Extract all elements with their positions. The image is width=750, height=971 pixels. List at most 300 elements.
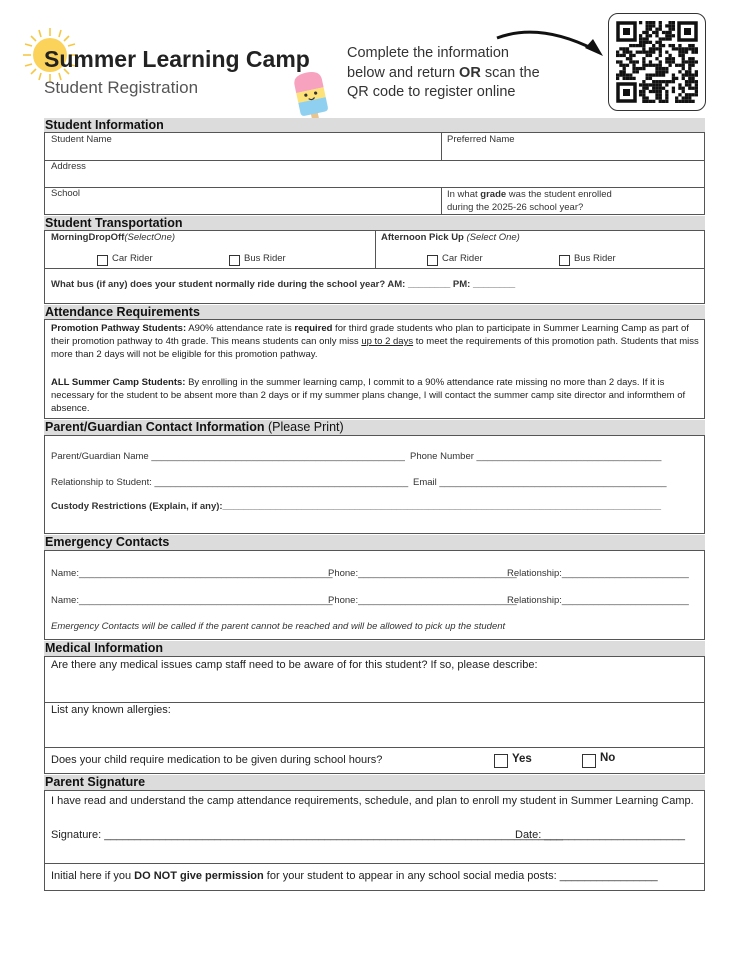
afternoon-car-rider-checkbox[interactable] xyxy=(427,255,438,266)
qr-module xyxy=(629,44,632,47)
qr-module xyxy=(652,83,655,86)
qr-module xyxy=(642,60,645,63)
qr-module xyxy=(646,24,649,27)
qr-module xyxy=(665,31,668,34)
header-note-line3: QR code to register online xyxy=(347,84,516,100)
qr-module xyxy=(682,60,685,63)
qr-module xyxy=(642,83,645,86)
qr-module xyxy=(682,100,685,103)
qr-module xyxy=(659,67,662,70)
qr-module xyxy=(688,70,691,73)
qr-module xyxy=(688,44,691,47)
qr-module xyxy=(655,80,658,83)
qr-module xyxy=(691,51,694,54)
page-subtitle: Student Registration xyxy=(44,78,199,97)
qr-module xyxy=(682,51,685,54)
qr-module xyxy=(672,60,675,63)
qr-module xyxy=(668,31,671,34)
medication-question: Does your child require medication to be given during school hours? xyxy=(51,754,383,766)
qr-module xyxy=(623,54,626,57)
qr-module xyxy=(639,93,642,96)
qr-module xyxy=(659,87,662,90)
qr-module xyxy=(632,44,635,47)
qr-module xyxy=(636,70,639,73)
qr-module xyxy=(662,70,665,73)
qr-module xyxy=(682,96,685,99)
medication-no-label: No xyxy=(600,752,616,764)
qr-module xyxy=(685,93,688,96)
qr-module xyxy=(682,77,685,80)
qr-module xyxy=(642,57,645,60)
qr-module xyxy=(646,37,649,40)
qr-module xyxy=(682,67,685,70)
qr-module xyxy=(639,21,642,24)
qr-module xyxy=(659,100,662,103)
qr-module xyxy=(619,54,622,57)
qr-module xyxy=(695,51,698,54)
qr-module xyxy=(652,64,655,67)
medication-yes-checkbox[interactable] xyxy=(494,754,508,768)
qr-module xyxy=(659,41,662,44)
qr-module xyxy=(639,90,642,93)
qr-module xyxy=(659,60,662,63)
qr-module xyxy=(665,80,668,83)
qr-module xyxy=(623,67,626,70)
qr-module xyxy=(649,77,652,80)
qr-module xyxy=(662,73,665,76)
qr-module xyxy=(675,47,678,50)
medical-issues-field[interactable]: Are there any medical issues camp staff need to be aware of for this student? If so, please describe: xyxy=(51,659,538,671)
student-name-field[interactable]: Student Name xyxy=(51,134,112,145)
qr-module xyxy=(652,80,655,83)
qr-module xyxy=(659,28,662,31)
qr-module xyxy=(626,73,629,76)
qr-module xyxy=(632,54,635,57)
qr-module xyxy=(646,28,649,31)
qr-module xyxy=(678,51,681,54)
address-field[interactable]: Address xyxy=(51,161,86,172)
qr-module xyxy=(662,67,665,70)
qr-module xyxy=(688,100,691,103)
qr-module xyxy=(685,60,688,63)
qr-module xyxy=(655,28,658,31)
qr-module xyxy=(659,64,662,67)
emergency-heading: Emergency Contacts xyxy=(44,535,705,550)
qr-module xyxy=(662,80,665,83)
all-students-text: ALL Summer Camp Students: By enrolling in the summer learning camp, I commit to a 90% attendance rate missing no more than 2 days. If it is necessary for the student to be absent more than 2 days or if my summer plans change, I will contact the summer camp site director and informthem of absence. xyxy=(51,377,686,414)
qr-module xyxy=(672,44,675,47)
school-field[interactable]: School xyxy=(51,188,81,199)
qr-module xyxy=(642,47,645,50)
qr-module xyxy=(616,77,619,80)
header-note-line2: below and return OR scan the xyxy=(347,64,540,81)
morning-car-rider-checkbox[interactable] xyxy=(97,255,108,266)
qr-module xyxy=(639,37,642,40)
qr-module xyxy=(646,96,649,99)
qr-module xyxy=(678,44,681,47)
qr-module xyxy=(695,80,698,83)
qr-module xyxy=(695,47,698,50)
qr-module xyxy=(649,24,652,27)
qr-module xyxy=(639,51,642,54)
qr-module xyxy=(632,60,635,63)
qr-module xyxy=(649,100,652,103)
qr-module xyxy=(685,51,688,54)
qr-module xyxy=(659,73,662,76)
qr-module xyxy=(672,21,675,24)
qr-module xyxy=(682,87,685,90)
qr-module xyxy=(688,80,691,83)
qr-module xyxy=(691,100,694,103)
qr-module xyxy=(691,80,694,83)
qr-module xyxy=(652,31,655,34)
emergency-note: Emergency Contacts will be called if the parent cannot be reached and will be allowed to pick up the student xyxy=(51,621,506,632)
qr-module xyxy=(665,83,668,86)
qr-module xyxy=(678,83,681,86)
qr-module xyxy=(665,96,668,99)
qr-module xyxy=(629,54,632,57)
qr-module xyxy=(636,67,639,70)
qr-module xyxy=(665,60,668,63)
qr-module xyxy=(688,83,691,86)
qr-module xyxy=(688,93,691,96)
qr-module xyxy=(672,34,675,37)
qr-module xyxy=(655,57,658,60)
medication-no-checkbox[interactable] xyxy=(582,754,596,768)
qr-module xyxy=(665,57,668,60)
qr-module xyxy=(685,100,688,103)
qr-module xyxy=(642,67,645,70)
qr-module xyxy=(659,83,662,86)
preferred-name-field[interactable]: Preferred Name xyxy=(447,134,515,145)
qr-module xyxy=(646,34,649,37)
morning-bus-rider-label: Bus Rider xyxy=(244,253,286,264)
qr-module xyxy=(639,44,642,47)
qr-module xyxy=(668,54,671,57)
attendance-heading: Attendance Requirements xyxy=(44,305,705,320)
qr-module xyxy=(665,24,668,27)
emergency-relationship-field-1[interactable]: Relationship:________________________ xyxy=(507,568,689,579)
morning-bus-rider-checkbox[interactable] xyxy=(229,255,240,266)
arrow-icon xyxy=(495,24,610,64)
qr-module xyxy=(678,93,681,96)
qr-module xyxy=(652,87,655,90)
qr-module xyxy=(646,100,649,103)
qr-module xyxy=(646,51,649,54)
qr-module xyxy=(636,51,639,54)
grade-field[interactable]: In what grade was the student enrolled during the 2025-26 school year? xyxy=(447,189,612,213)
qr-module xyxy=(672,73,675,76)
qr-module xyxy=(672,80,675,83)
qr-module xyxy=(652,21,655,24)
qr-module xyxy=(695,70,698,73)
qr-module xyxy=(685,73,688,76)
qr-module xyxy=(665,34,668,37)
qr-code-image[interactable] xyxy=(616,21,698,103)
qr-module xyxy=(688,77,691,80)
qr-module xyxy=(682,54,685,57)
qr-module xyxy=(626,77,629,80)
emergency-box xyxy=(44,550,705,640)
qr-module xyxy=(646,73,649,76)
qr-module xyxy=(626,64,629,67)
qr-module xyxy=(678,100,681,103)
qr-module xyxy=(655,96,658,99)
qr-module xyxy=(652,47,655,50)
qr-module xyxy=(632,77,635,80)
qr-module xyxy=(623,73,626,76)
qr-module xyxy=(632,64,635,67)
qr-module xyxy=(668,24,671,27)
qr-module xyxy=(688,60,691,63)
emergency-phone-field-1[interactable]: Phone:______________________________ xyxy=(328,568,517,579)
medical-box xyxy=(44,656,705,774)
qr-module xyxy=(626,47,629,50)
qr-module xyxy=(685,80,688,83)
qr-module xyxy=(629,60,632,63)
qr-module xyxy=(655,93,658,96)
qr-code[interactable] xyxy=(608,13,706,111)
qr-module xyxy=(659,93,662,96)
signature-box xyxy=(44,790,705,891)
qr-module xyxy=(652,73,655,76)
qr-module xyxy=(678,47,681,50)
qr-module xyxy=(655,34,658,37)
qr-module xyxy=(642,90,645,93)
qr-module xyxy=(629,57,632,60)
qr-module xyxy=(652,51,655,54)
qr-module xyxy=(668,64,671,67)
parent-contact-box xyxy=(44,435,705,534)
qr-module xyxy=(688,67,691,70)
qr-module xyxy=(685,83,688,86)
qr-module xyxy=(616,60,619,63)
qr-module xyxy=(695,93,698,96)
qr-module xyxy=(655,90,658,93)
qr-module xyxy=(649,64,652,67)
qr-module xyxy=(629,51,632,54)
qr-module xyxy=(626,51,629,54)
qr-module xyxy=(688,47,691,50)
qr-module xyxy=(668,37,671,40)
qr-module xyxy=(642,41,645,44)
qr-module xyxy=(636,44,639,47)
qr-module xyxy=(642,100,645,103)
qr-module xyxy=(691,87,694,90)
enrollment-statement: I have read and understand the camp attendance requirements, schedule, and plan to enroll my student in Summer Learning Camp. xyxy=(51,795,694,807)
qr-module xyxy=(629,77,632,80)
qr-module xyxy=(619,64,622,67)
qr-module xyxy=(646,41,649,44)
afternoon-bus-rider-label: Bus Rider xyxy=(574,253,616,264)
qr-module xyxy=(672,47,675,50)
relationship-field[interactable]: Relationship to Student: ________________________________________________ xyxy=(51,477,409,488)
qr-module xyxy=(695,87,698,90)
qr-module xyxy=(659,44,662,47)
emergency-name-field-1[interactable]: Name:________________________________________________ xyxy=(51,568,333,579)
qr-module xyxy=(659,47,662,50)
social-media-initial-field[interactable]: Initial here if you DO NOT give permission for your student to appear in any school social media posts: ________________ xyxy=(51,870,658,882)
qr-module xyxy=(665,70,668,73)
qr-module xyxy=(668,57,671,60)
allergies-field[interactable]: List any known allergies: xyxy=(51,704,171,716)
qr-module xyxy=(639,41,642,44)
qr-module xyxy=(623,70,626,73)
qr-module xyxy=(695,60,698,63)
qr-module xyxy=(632,70,635,73)
qr-module xyxy=(688,64,691,67)
qr-module xyxy=(649,21,652,24)
page-title: Summer Learning Camp xyxy=(44,46,310,72)
bus-number-field[interactable]: What bus (if any) does your student normally ride during the school year? AM: ________ PM: ________ xyxy=(51,279,516,290)
qr-module xyxy=(662,87,665,90)
qr-module xyxy=(662,37,665,40)
qr-module xyxy=(668,28,671,31)
qr-module xyxy=(623,64,626,67)
qr-module xyxy=(642,31,645,34)
qr-module xyxy=(646,83,649,86)
qr-module xyxy=(659,24,662,27)
qr-module xyxy=(675,64,678,67)
qr-module xyxy=(675,77,678,80)
parent-name-field[interactable]: Parent/Guardian Name ________________________________________________ xyxy=(51,451,405,462)
qr-module xyxy=(678,87,681,90)
transport-box xyxy=(44,230,705,304)
qr-module xyxy=(665,100,668,103)
qr-module xyxy=(678,70,681,73)
qr-module xyxy=(655,41,658,44)
qr-module xyxy=(685,47,688,50)
qr-module xyxy=(616,54,619,57)
qr-module xyxy=(649,73,652,76)
qr-module xyxy=(642,96,645,99)
qr-module xyxy=(652,100,655,103)
qr-module xyxy=(619,73,622,76)
afternoon-car-rider-label: Car Rider xyxy=(442,253,483,264)
transport-heading: Student Transportation xyxy=(44,216,705,231)
qr-module xyxy=(691,47,694,50)
medication-yes-label: Yes xyxy=(512,753,532,765)
qr-module xyxy=(646,54,649,57)
emergency-name-field-2[interactable]: Name:________________________________________________ xyxy=(51,595,333,606)
promotion-pathway-text: Promotion Pathway Students: A90% attendance rate is required for third grade students who plan to participate in Summer Learning Camp as part of their promotion pathway to 4th grade. This means students can only miss up to 2 days to meet the requirements of this promotion path. Students that miss more than 2 days will not be eligible for this promotion pathway. xyxy=(51,323,699,360)
qr-module xyxy=(659,70,662,73)
signature-heading: Parent Signature xyxy=(44,775,705,790)
qr-module xyxy=(639,34,642,37)
qr-module xyxy=(691,57,694,60)
qr-module xyxy=(691,44,694,47)
qr-module xyxy=(662,44,665,47)
qr-module xyxy=(655,73,658,76)
qr-module xyxy=(665,90,668,93)
qr-module xyxy=(659,51,662,54)
parent-contact-heading: Parent/Guardian Contact Information (Please Print) xyxy=(44,420,705,435)
qr-module xyxy=(655,83,658,86)
qr-module xyxy=(642,93,645,96)
qr-module xyxy=(688,73,691,76)
qr-module xyxy=(649,47,652,50)
qr-module xyxy=(619,70,622,73)
qr-module xyxy=(695,83,698,86)
qr-module xyxy=(665,93,668,96)
qr-module xyxy=(668,44,671,47)
qr-module xyxy=(672,24,675,27)
qr-module xyxy=(649,90,652,93)
attendance-box xyxy=(44,319,705,419)
date-field[interactable]: Date: _______________________ xyxy=(515,829,686,841)
emergency-relationship-field-2[interactable]: Relationship:________________________ xyxy=(507,595,689,606)
afternoon-bus-rider-checkbox[interactable] xyxy=(559,255,570,266)
qr-module xyxy=(652,44,655,47)
qr-module xyxy=(659,37,662,40)
emergency-phone-field-2[interactable]: Phone:______________________________ xyxy=(328,595,517,606)
qr-module xyxy=(642,80,645,83)
qr-module xyxy=(672,28,675,31)
qr-module xyxy=(646,31,649,34)
qr-module xyxy=(652,24,655,27)
student-info-box xyxy=(44,132,705,215)
qr-module xyxy=(655,67,658,70)
qr-module xyxy=(632,67,635,70)
qr-module xyxy=(688,87,691,90)
parent-phone-field[interactable]: Phone Number ___________________________________ xyxy=(410,451,662,462)
qr-module xyxy=(682,90,685,93)
qr-module xyxy=(685,70,688,73)
qr-module xyxy=(675,96,678,99)
qr-module xyxy=(649,34,652,37)
qr-module xyxy=(691,93,694,96)
qr-module xyxy=(682,73,685,76)
qr-module xyxy=(623,51,626,54)
qr-module xyxy=(682,47,685,50)
qr-module xyxy=(655,64,658,67)
qr-module xyxy=(642,87,645,90)
qr-module xyxy=(682,57,685,60)
qr-module xyxy=(659,54,662,57)
qr-module xyxy=(665,51,668,54)
qr-module xyxy=(691,64,694,67)
qr-module xyxy=(616,73,619,76)
qr-module xyxy=(649,83,652,86)
qr-module xyxy=(688,96,691,99)
qr-module xyxy=(695,90,698,93)
qr-module xyxy=(691,73,694,76)
qr-module xyxy=(662,31,665,34)
student-info-heading: Student Information xyxy=(44,118,705,133)
afternoon-pickup-label: Afternoon Pick Up (Select One) xyxy=(381,232,520,243)
qr-module xyxy=(623,77,626,80)
qr-module xyxy=(668,34,671,37)
qr-module xyxy=(629,73,632,76)
qr-module xyxy=(649,28,652,31)
qr-module xyxy=(642,37,645,40)
email-field[interactable]: Email ___________________________________________ xyxy=(413,477,667,488)
qr-module xyxy=(675,100,678,103)
qr-module xyxy=(665,37,668,40)
qr-module xyxy=(642,64,645,67)
qr-module xyxy=(665,67,668,70)
qr-module xyxy=(695,73,698,76)
qr-module xyxy=(655,47,658,50)
qr-module xyxy=(636,60,639,63)
custody-field[interactable]: Custody Restrictions (Explain, if any):___________________________________________________________________________________ xyxy=(51,501,662,512)
qr-module xyxy=(688,57,691,60)
signature-field[interactable]: Signature: ___________________________________________________________________________ xyxy=(51,829,564,841)
morning-car-rider-label: Car Rider xyxy=(112,253,153,264)
qr-module xyxy=(659,96,662,99)
qr-module xyxy=(668,60,671,63)
qr-module xyxy=(668,21,671,24)
